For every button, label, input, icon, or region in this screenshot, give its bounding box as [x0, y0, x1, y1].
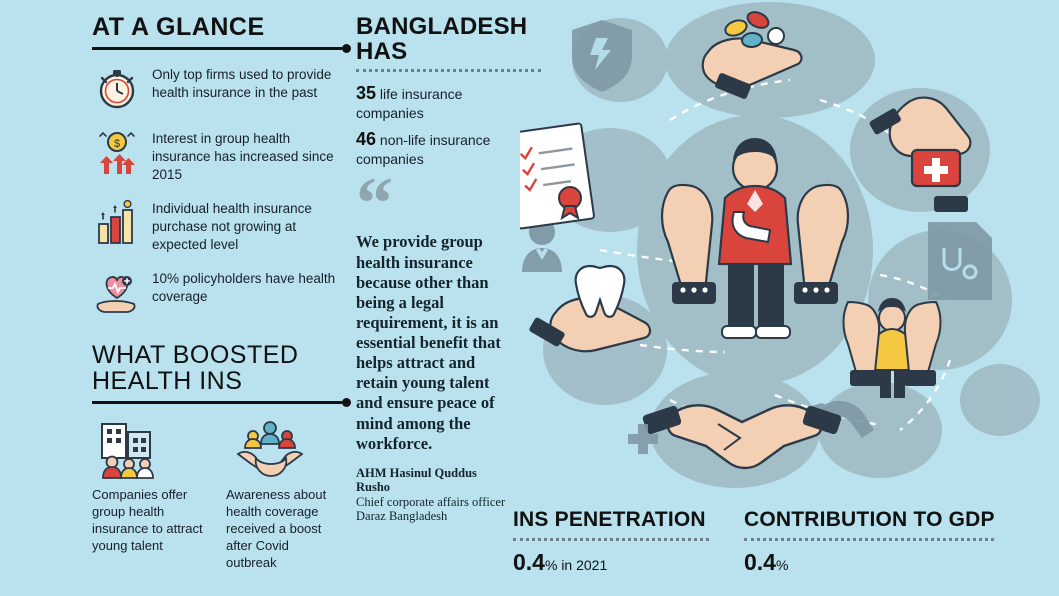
list-item [92, 128, 342, 184]
stat-life-value: 35 [356, 83, 377, 104]
stat-nonlife-label: non-life insurance companies [356, 132, 491, 167]
list-item-label: Awareness about health coverage received a boost after Covid outbreak [226, 486, 327, 571]
boosted-title: WHAT BOOSTED HEALTH INS [92, 340, 299, 396]
clock-icon [92, 64, 142, 114]
list-item [92, 64, 342, 114]
quote-author-name: AHM Hasinul Quddus Rusho [356, 465, 477, 495]
illustration [520, 0, 1059, 510]
list-item [92, 198, 342, 254]
hands-people-icon [226, 418, 342, 480]
stat-number: 0.4 [744, 549, 776, 575]
stat-title: CONTRIBUTION TO GDP [744, 508, 995, 531]
stat-nonlife-value: 46 [356, 129, 377, 150]
boost-row [92, 418, 342, 572]
boosted-rule [92, 401, 342, 404]
dotted-rule [744, 538, 994, 541]
left-column [92, 14, 342, 572]
coin-arrows-icon [92, 128, 142, 178]
stat-value [513, 549, 709, 576]
middle-column [356, 14, 528, 523]
quote-author-role: Chief corporate affairs officer [356, 494, 506, 509]
page-title: AT A GLANCE [92, 13, 265, 41]
quote-mark-icon: “ [356, 163, 393, 246]
stat-suffix: % in 2021 [544, 557, 608, 573]
bar-chart-icon [92, 198, 142, 248]
stat-ins-penetration [513, 508, 709, 576]
list-item [92, 418, 208, 572]
list-item [92, 268, 342, 318]
checklist-document-icon [520, 123, 594, 229]
list-item [226, 418, 342, 572]
quote-author-org: Daraz Bangladesh [356, 508, 448, 523]
stat-contribution-gdp [744, 508, 994, 576]
stat-value [744, 549, 994, 576]
quote-text: We provide group health insurance because other than being a legal requirement, it is an essential benefit that helps attract and retain young talent and ensure peace of mind among the workforce. [356, 232, 501, 453]
svg-text:$: $ [113, 138, 121, 150]
bangladesh-has-title: BANGLADESH HAS [356, 13, 528, 66]
dotted-rule [356, 69, 541, 72]
heart-in-hand-icon [92, 268, 142, 318]
list-item-label: Interest in group health insurance has increased since 2015 [152, 131, 334, 182]
stat-life-insurance [356, 82, 528, 122]
list-item-label: 10% policyholders have health coverage [152, 270, 336, 304]
stat-life-label: life insurance companies [356, 86, 463, 121]
list-item-label: Only top firms used to provide health insurance in the past [152, 67, 332, 100]
stat-number: 0.4 [513, 549, 545, 575]
list-item-label: Companies offer group health insurance to attract young talent [92, 486, 203, 554]
office-people-icon [92, 418, 208, 480]
stat-suffix: % [775, 557, 789, 573]
title-rule [92, 47, 342, 50]
dotted-rule [513, 538, 709, 541]
list-item-label: Individual health insurance purchase not growing at expected level [152, 200, 312, 252]
stat-title: INS PENETRATION [513, 508, 706, 531]
stat-nonlife-insurance [356, 128, 528, 168]
illustration-svg [520, 0, 1059, 510]
